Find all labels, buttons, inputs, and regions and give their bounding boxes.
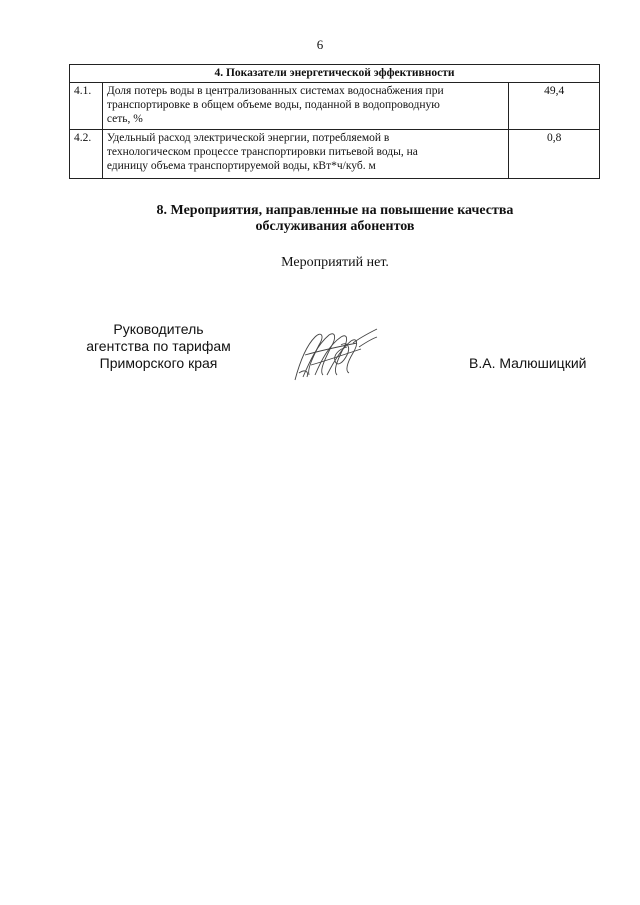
indicators-table	[69, 64, 600, 179]
signer-name: В.А. Малюшицкий	[469, 355, 587, 371]
position-line: агентства по тарифам	[86, 338, 231, 354]
row-value: 0,8	[509, 130, 600, 179]
signer-position	[76, 321, 241, 372]
description-line: технологическом процессе транспортировки питьевой воды, на	[106, 146, 418, 158]
section-title-line: 8. Мероприятия, направленные на повышение качества	[156, 203, 514, 218]
position-line: Приморского края	[99, 355, 218, 371]
section-title	[0, 203, 640, 235]
page-number: 6	[316, 37, 324, 52]
row-description	[102, 83, 508, 130]
handwritten-signature	[285, 325, 385, 385]
description-line: единицу объема транспортируемой воды, кВт*ч/куб. м	[106, 160, 376, 172]
table-row	[70, 83, 600, 130]
row-description	[102, 130, 508, 179]
row-value: 49,4	[509, 83, 600, 130]
row-number: 4.2.	[70, 130, 103, 179]
table-heading: 4. Показатели энергетической эффективности	[70, 65, 600, 83]
table-row	[70, 130, 600, 179]
position-line: Руководитель	[113, 321, 204, 337]
section-body: Мероприятий нет.	[281, 255, 389, 270]
row-number: 4.1.	[70, 83, 103, 130]
section-title-line: обслуживания абонентов	[255, 219, 415, 234]
description-line: сеть, %	[106, 113, 143, 125]
description-line: Доля потерь воды в централизованных системах водоснабжения при	[106, 85, 444, 97]
description-line: транспортировке в общем объеме воды, поданной в водопроводную	[106, 99, 440, 111]
description-line: Удельный расход электрической энергии, потребляемой в	[106, 132, 390, 144]
